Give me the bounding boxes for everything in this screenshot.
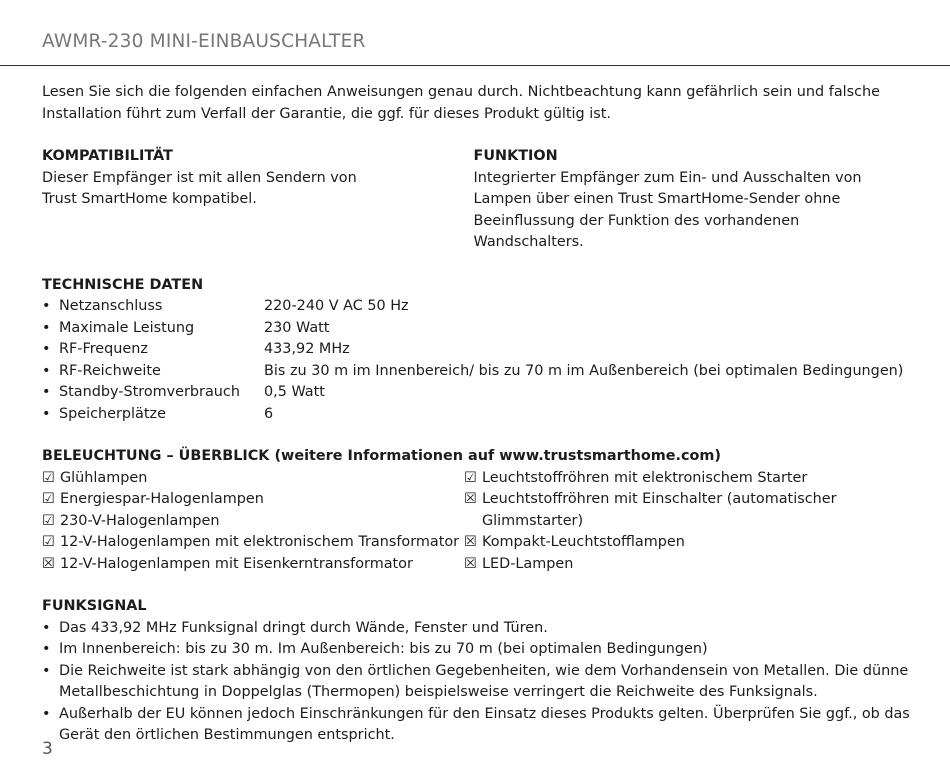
bullet-icon: • bbox=[42, 405, 51, 422]
spec-label: RF-Reichweite bbox=[59, 362, 161, 379]
document-title: AWMR-230 MINI-EINBAUSCHALTER bbox=[42, 31, 366, 52]
spec-value: 230 Watt bbox=[264, 319, 330, 336]
list-item bbox=[42, 618, 912, 640]
bullet-icon: • bbox=[42, 662, 51, 679]
lighting-item bbox=[464, 532, 904, 554]
radio-bullet-list bbox=[42, 618, 912, 747]
bullet-icon: • bbox=[42, 641, 51, 657]
spec-label: Maximale Leistung bbox=[59, 319, 195, 336]
crossed-box-icon: ☒ bbox=[42, 555, 55, 572]
crossed-box-icon: ☒ bbox=[464, 555, 477, 572]
spec-list bbox=[42, 296, 912, 425]
spec-row bbox=[42, 296, 912, 318]
lighting-item bbox=[42, 468, 464, 490]
bullet-icon: • bbox=[42, 298, 51, 314]
page-header bbox=[0, 0, 950, 66]
spec-label: RF-Frequenz bbox=[59, 341, 148, 357]
page-content bbox=[42, 82, 912, 747]
lighting-list-left bbox=[42, 468, 464, 576]
checked-box-icon: ☑ bbox=[464, 469, 477, 486]
spec-row bbox=[42, 382, 912, 404]
checked-box-icon: ☑ bbox=[42, 534, 55, 550]
lighting-item bbox=[464, 489, 904, 532]
lighting-label: Kompakt-Leuchtstofflampen bbox=[482, 534, 685, 550]
intro-paragraph: Lesen Sie sich die folgenden einfachen Anweisungen genau durch. Nichtbeachtung kann gefährlich sein und falsche Installation führt zum Verfall der Garantie, die ggf. für dieses Produkt gültig ist. bbox=[42, 84, 881, 122]
lighting-item bbox=[42, 489, 464, 511]
radio-signal-heading: FUNKSIGNAL bbox=[42, 598, 147, 614]
lighting-label: Glühlampen bbox=[60, 469, 148, 486]
list-item bbox=[42, 704, 912, 747]
spec-value: Bis zu 30 m im Innenbereich/ bis zu 70 m im Außenbereich (bei optimalen Bedingungen) bbox=[264, 362, 904, 379]
bullet-icon: • bbox=[42, 362, 51, 379]
lighting-item bbox=[42, 532, 464, 554]
lighting-list-right bbox=[464, 468, 904, 576]
lighting-columns bbox=[42, 468, 912, 576]
function-line: Beeinflussung der Funktion des vorhandenen Wandschalters. bbox=[473, 212, 800, 250]
lighting-label: Leuchtstoffröhren mit elektronischem Starter bbox=[482, 469, 808, 486]
checked-box-icon: ☑ bbox=[42, 491, 55, 507]
list-item bbox=[42, 639, 912, 661]
bullet-icon: • bbox=[42, 341, 51, 357]
lighting-heading: BELEUCHTUNG – ÜBERBLICK (weitere Informationen auf www.trustsmarthome.com) bbox=[42, 448, 721, 464]
lighting-item bbox=[42, 511, 464, 533]
bullet-icon: • bbox=[42, 319, 51, 336]
lighting-item bbox=[464, 468, 904, 490]
crossed-box-icon: ☒ bbox=[464, 534, 477, 550]
compatibility-line: Trust SmartHome kompatibel. bbox=[42, 191, 257, 207]
spec-label: Speicherplätze bbox=[59, 405, 166, 422]
spec-value: 6 bbox=[264, 405, 274, 422]
spec-label: Netzanschluss bbox=[59, 298, 163, 314]
compat-function-row bbox=[42, 146, 912, 254]
bullet-icon: • bbox=[42, 384, 51, 400]
spec-value: 433,92 MHz bbox=[264, 341, 350, 357]
spec-value: 220-240 V AC 50 Hz bbox=[264, 298, 409, 314]
lighting-label: 12-V-Halogenlampen mit elektronischem Transformator bbox=[60, 534, 460, 550]
crossed-box-icon: ☒ bbox=[464, 491, 477, 507]
spec-row bbox=[42, 318, 912, 340]
bullet-text: Das 433,92 MHz Funksignal dringt durch Wände, Fenster und Türen. bbox=[59, 619, 548, 636]
compatibility-heading: KOMPATIBILITÄT bbox=[42, 148, 173, 164]
list-item bbox=[42, 661, 912, 704]
function-heading: FUNKTION bbox=[473, 148, 558, 164]
compatibility-line: Dieser Empfänger ist mit allen Sendern von bbox=[42, 169, 357, 186]
technical-data-section bbox=[42, 275, 912, 426]
bullet-icon: • bbox=[42, 705, 51, 722]
lighting-label: 12-V-Halogenlampen mit Eisenkerntransformator bbox=[60, 555, 413, 572]
function-line: Integrierter Empfänger zum Ein- und Ausschalten von bbox=[473, 169, 862, 186]
spec-row bbox=[42, 361, 912, 383]
function-line: Lampen über einen Trust SmartHome-Sender ohne bbox=[473, 191, 841, 207]
lighting-label: LED-Lampen bbox=[482, 555, 574, 572]
spec-row bbox=[42, 404, 912, 426]
bullet-icon: • bbox=[42, 619, 51, 636]
lighting-section bbox=[42, 446, 912, 575]
lighting-item bbox=[464, 554, 904, 576]
radio-signal-section bbox=[42, 596, 912, 747]
technical-data-heading: TECHNISCHE DATEN bbox=[42, 276, 204, 293]
checked-box-icon: ☑ bbox=[42, 512, 55, 529]
compatibility-section bbox=[42, 146, 474, 254]
checked-box-icon: ☑ bbox=[42, 469, 55, 486]
lighting-label: Leuchtstoffröhren mit Einschalter (automatischer Glimmstarter) bbox=[482, 491, 837, 529]
function-section bbox=[474, 146, 912, 254]
spec-label: Standby-Stromverbrauch bbox=[59, 384, 240, 400]
spec-value: 0,5 Watt bbox=[264, 384, 325, 400]
bullet-text: Außerhalb der EU können jedoch Einschränkungen für den Einsatz dieses Produkts gelten. Überprüfen Sie ggf., ob das Gerät den örtlichen Bestimmungen entspricht. bbox=[59, 705, 910, 743]
page-number: 3 bbox=[42, 739, 53, 759]
bullet-text: Im Innenbereich: bis zu 30 m. Im Außenbereich: bis zu 70 m (bei optimalen Bedingungen) bbox=[59, 641, 708, 657]
lighting-label: Energiespar-Halogenlampen bbox=[60, 491, 264, 507]
spec-row bbox=[42, 339, 912, 361]
bullet-text: Die Reichweite ist stark abhängig von den örtlichen Gegebenheiten, wie dem Vorhandensein von Metallen. Die dünne Metallbeschichtung in Doppelglas (Thermopen) beispielsweise verringert die Reichweite des Funksignals. bbox=[59, 662, 909, 700]
lighting-label: 230-V-Halogenlampen bbox=[60, 512, 220, 529]
lighting-item bbox=[42, 554, 464, 576]
